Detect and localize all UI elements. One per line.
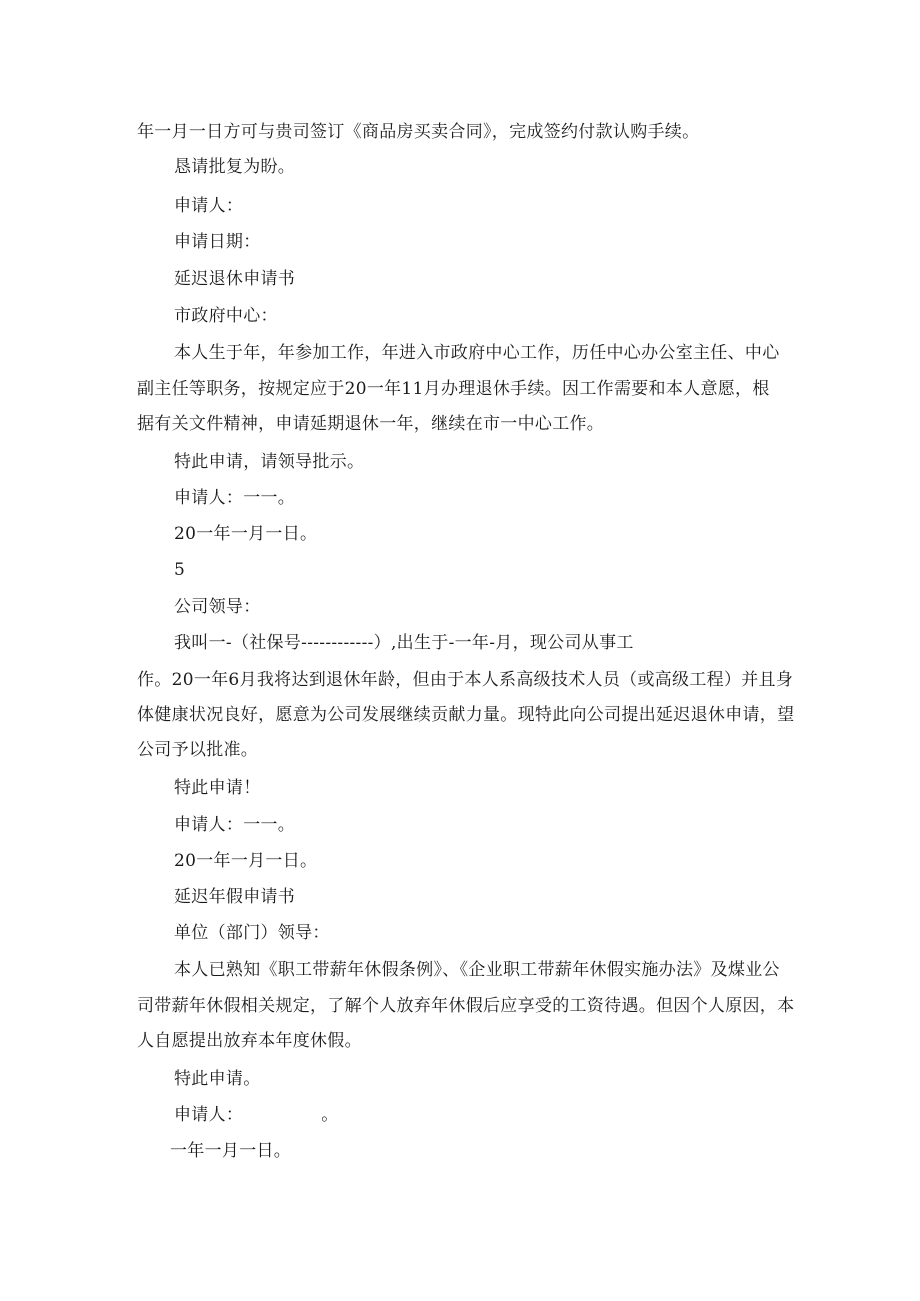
text-line: 一年一月一日。	[170, 1141, 292, 1161]
paragraph-line: 本人已熟知《职工带薪年休假条例》、《企业职工带薪年休假实施办法》及煤业公	[174, 960, 780, 980]
paragraph-line: 我叫一-（社保号------------）,出生于-一年-月，现公司从事工	[174, 633, 634, 653]
text-line: 申请人：一一。	[174, 815, 296, 835]
paragraph-line: 人自愿提出放弃本年度休假。	[137, 1031, 362, 1051]
salutation: 公司领导：	[174, 597, 261, 617]
text-line: 申请日期：	[174, 232, 261, 252]
paragraph-line: 本人生于年，年参加工作，年进入市政府中心工作，历任中心办公室主任、中心	[174, 343, 780, 363]
section-heading: 延迟年假申请书	[174, 887, 296, 907]
paragraph-line: 体健康状况良好，愿意为公司发展继续贡献力量。现特此向公司提出延迟退休申请，望	[137, 705, 795, 725]
text-line: 特此申请！	[174, 778, 261, 798]
text-line: 20一年一月一日。	[174, 851, 318, 871]
text-line: 20一年一月一日。	[174, 524, 318, 544]
salutation: 单位（部门）领导：	[174, 923, 330, 943]
paragraph-line: 副主任等职务，按规定应于20一年11月办理退休手续。因工作需要和本人意愿，根	[137, 379, 770, 399]
paragraph-line: 据有关文件精神，申请延期退休一年，继续在市一中心工作。	[137, 414, 605, 434]
text-line: 特此申请。	[174, 1069, 261, 1089]
text-line: 申请人： 。	[174, 1105, 339, 1125]
text-line: 5	[174, 560, 186, 580]
text-line: 恳请批复为盼。	[174, 157, 296, 177]
paragraph-line: 司带薪年休假相关规定，了解个人放弃年休假后应享受的工资待遇。但因个人原因，本	[137, 996, 795, 1016]
text-line: 年一月一日方可与贵司签订《商品房买卖合同》，完成签约付款认购手续。	[137, 122, 700, 142]
text-line: 申请人：一一。	[174, 488, 296, 508]
salutation: 市政府中心：	[174, 306, 278, 326]
section-heading: 延迟退休申请书	[174, 269, 296, 289]
paragraph-line: 公司予以批准。	[137, 740, 259, 760]
text-line: 申请人：	[174, 196, 244, 216]
text-line: 特此申请，请领导批示。	[174, 452, 365, 472]
paragraph-line: 作。20一年6月我将达到退休年龄，但由于本人系高级技术人员（或高级工程）并且身	[137, 670, 794, 690]
